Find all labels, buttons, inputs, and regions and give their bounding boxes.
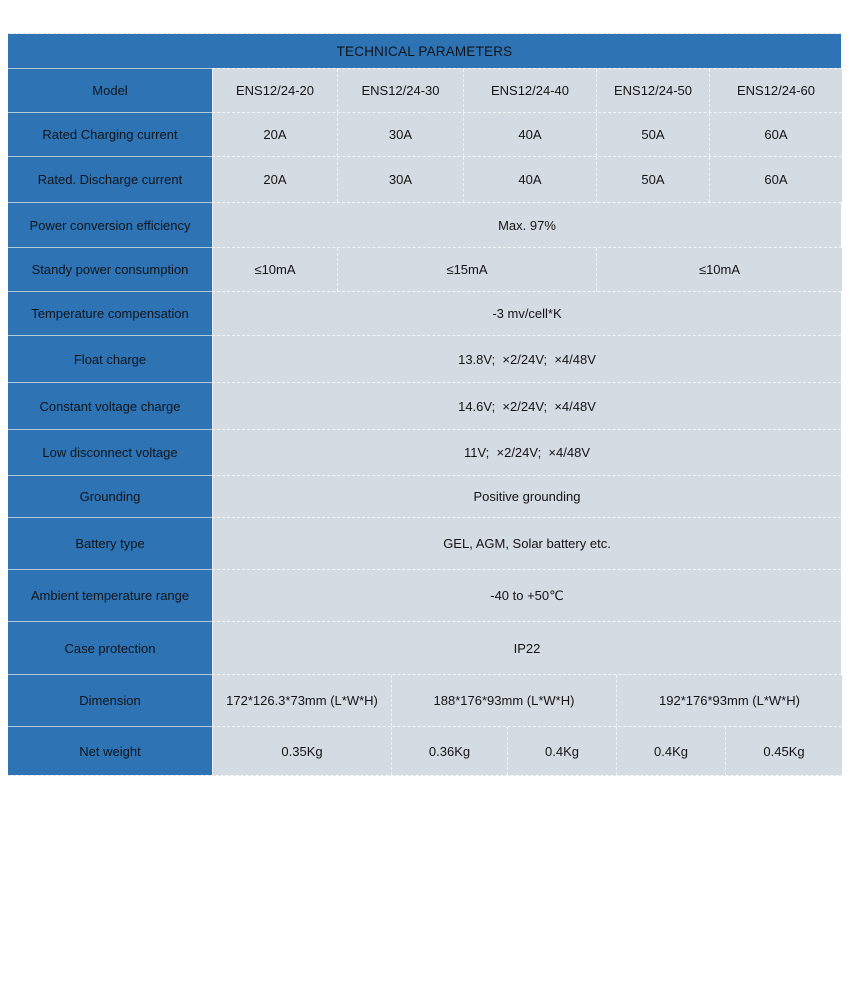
table-row-ambient-temperature-range (8, 569, 841, 621)
row-label-ambient-temperature-range: Ambient temperature range (8, 569, 212, 621)
table-cell: 0.45Kg (725, 727, 842, 775)
table-cell: -40 to +50℃ (490, 587, 564, 603)
table-row-model (8, 68, 841, 112)
table-row-temperature-compensation (8, 291, 841, 335)
table-cell: 60A (709, 113, 842, 156)
row-cells (212, 475, 841, 517)
table-cell: 50A (596, 113, 709, 156)
table-row-standby-power-consumption (8, 247, 841, 291)
row-label-standby-power-consumption: Standy power consumption (8, 247, 212, 291)
table-cell: 50A (596, 157, 709, 202)
table-cell: 30A (337, 113, 463, 156)
row-label-case-protection: Case protection (8, 621, 212, 674)
table-cell: 20A (263, 127, 287, 142)
row-label-temperature-compensation: Temperature compensation (8, 291, 212, 335)
row-label-grounding: Grounding (8, 475, 212, 517)
table-cell: ENS12/24-20 (235, 83, 315, 98)
row-label-rated-charging-current: Rated Charging current (8, 112, 212, 156)
table-row-float-charge (8, 335, 841, 382)
table-row-rated-discharge-current (8, 156, 841, 202)
table-row-power-conversion-efficiency (8, 202, 841, 247)
table-cell: 14.6V; ×2/24V; ×4/48V (458, 398, 596, 414)
table-cell: 0.4Kg (507, 727, 616, 775)
row-cells (212, 247, 842, 291)
row-cells (212, 291, 841, 335)
row-cells (212, 726, 842, 775)
table-cell: ENS12/24-60 (709, 69, 842, 112)
table-cell: 60A (709, 157, 842, 202)
table-title: TECHNICAL PARAMETERS (336, 43, 513, 59)
row-label-constant-voltage-charge: Constant voltage charge (8, 382, 212, 429)
table-cell: ≤15mA (337, 248, 596, 291)
table-cell: 11V; ×2/24V; ×4/48V (463, 445, 590, 460)
row-label-rated-discharge-current: Rated. Discharge current (8, 156, 212, 202)
table-row-case-protection (8, 621, 841, 674)
table-cell: ENS12/24-30 (337, 69, 463, 112)
table-cell: 13.8V; ×2/24V; ×4/48V (458, 351, 596, 367)
row-label-model: Model (8, 68, 212, 112)
table-cell: 188*176*93mm (L*W*H) (391, 675, 616, 726)
table-cell: Max. 97% (498, 217, 556, 233)
table-row-low-disconnect-voltage (8, 429, 841, 475)
row-cells (212, 382, 841, 429)
table-cell: ≤10mA (596, 248, 842, 291)
table-cell: 30A (337, 157, 463, 202)
table-row-rated-charging-current (8, 112, 841, 156)
row-cells (212, 429, 841, 475)
row-cells (212, 68, 842, 112)
table-cell: 0.36Kg (391, 727, 507, 775)
table-cell: Positive grounding (473, 489, 581, 504)
table-cell: 172*126.3*73mm (L*W*H) (226, 693, 378, 708)
row-cells (212, 674, 842, 726)
table-cell: 20A (263, 172, 287, 187)
table-title-bar (8, 34, 841, 68)
table-row-grounding (8, 475, 841, 517)
table-row-constant-voltage-charge (8, 382, 841, 429)
row-cells (212, 335, 841, 382)
table-cell: ENS12/24-40 (463, 69, 596, 112)
table-cell: -3 mv/cell*K (492, 306, 562, 321)
technical-parameters-table (8, 33, 841, 776)
row-label-dimension: Dimension (8, 674, 212, 726)
row-cells (212, 621, 841, 674)
row-label-float-charge: Float charge (8, 335, 212, 382)
table-cell: ENS12/24-50 (596, 69, 709, 112)
row-label-battery-type: Battery type (8, 517, 212, 569)
table-cell: 192*176*93mm (L*W*H) (616, 675, 842, 726)
table-row-battery-type (8, 517, 841, 569)
table-cell: 40A (463, 113, 596, 156)
row-label-net-weight: Net weight (8, 726, 212, 775)
table-cell: ≤10mA (254, 262, 296, 277)
row-cells (212, 112, 842, 156)
table-cell: 40A (463, 157, 596, 202)
table-cell: 0.4Kg (616, 727, 725, 775)
table-row-dimension (8, 674, 841, 726)
row-cells (212, 517, 841, 569)
row-cells (212, 202, 841, 247)
row-cells (212, 156, 842, 202)
table-cell: 0.35Kg (281, 743, 323, 759)
table-cell: IP22 (513, 640, 541, 656)
row-cells (212, 569, 841, 621)
row-label-low-disconnect-voltage: Low disconnect voltage (8, 429, 212, 475)
table-cell: GEL, AGM, Solar battery etc. (443, 536, 611, 551)
table-row-net-weight (8, 726, 841, 775)
row-label-power-conversion-efficiency: Power conversion efficiency (8, 202, 212, 247)
